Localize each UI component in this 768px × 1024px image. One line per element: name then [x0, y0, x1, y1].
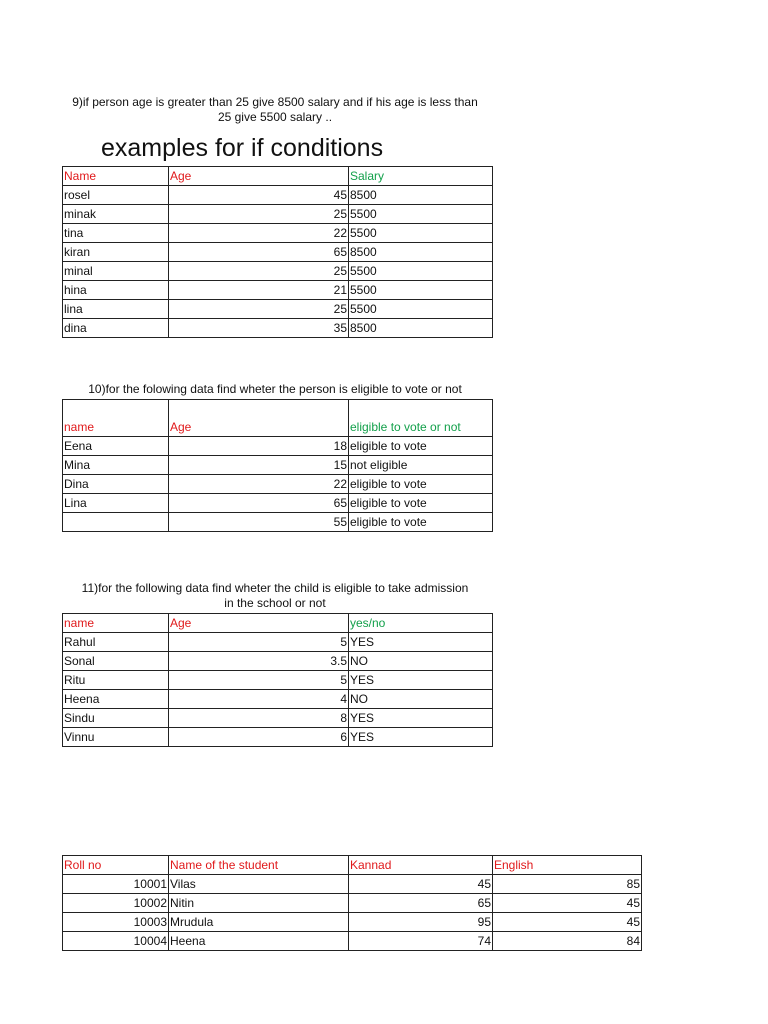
- admission-table: [62, 613, 493, 747]
- table-row: [63, 913, 642, 932]
- cell-age: 15: [169, 456, 349, 475]
- cell-age: 3.5: [169, 652, 349, 671]
- table-row: [63, 690, 493, 709]
- cell-english: 85: [493, 875, 642, 894]
- cell-salary: 5500: [349, 205, 493, 224]
- table-row: [63, 875, 642, 894]
- header-eligibility: eligible to vote or not: [349, 400, 493, 437]
- cell-name: minak: [63, 205, 169, 224]
- header-age: Age: [169, 614, 349, 633]
- cell-salary: 5500: [349, 281, 493, 300]
- table-row: [63, 456, 493, 475]
- header-english: English: [493, 856, 642, 875]
- header-salary: Salary: [349, 167, 493, 186]
- cell-eligibility: eligible to vote: [349, 494, 493, 513]
- cell-result: YES: [349, 728, 493, 747]
- cell-age: 8: [169, 709, 349, 728]
- q9-line1: 9)if person age is greater than 25 give 8500 salary and if his age is less than: [72, 95, 478, 109]
- cell-age: 35: [169, 319, 349, 338]
- cell-roll-no: 10004: [63, 932, 169, 951]
- cell-age: 45: [169, 186, 349, 205]
- cell-name: Heena: [63, 690, 169, 709]
- q11-instruction: [40, 581, 510, 611]
- cell-student-name: Heena: [169, 932, 349, 951]
- cell-name: Vinnu: [63, 728, 169, 747]
- header-yes-no: yes/no: [349, 614, 493, 633]
- vote-table: [62, 399, 493, 532]
- cell-name: Sonal: [63, 652, 169, 671]
- table-row: [63, 671, 493, 690]
- header-age: Age: [169, 167, 349, 186]
- cell-name: Ritu: [63, 671, 169, 690]
- cell-result: YES: [349, 671, 493, 690]
- cell-age: 65: [169, 494, 349, 513]
- cell-eligibility: eligible to vote: [349, 475, 493, 494]
- table-row: [63, 224, 493, 243]
- table-row: [63, 932, 642, 951]
- q11-line1: 11)for the following data find wheter the child is eligible to take admission: [81, 581, 469, 595]
- cell-result: YES: [349, 633, 493, 652]
- cell-eligibility: eligible to vote: [349, 437, 493, 456]
- q9-line2: 25 give 5500 salary ..: [217, 110, 333, 124]
- cell-kannad: 95: [349, 913, 493, 932]
- cell-age: 25: [169, 300, 349, 319]
- cell-name: Eena: [63, 437, 169, 456]
- cell-name: kiran: [63, 243, 169, 262]
- cell-kannad: 45: [349, 875, 493, 894]
- table-row: [63, 300, 493, 319]
- cell-eligibility: not eligible: [349, 456, 493, 475]
- cell-age: 65: [169, 243, 349, 262]
- cell-english: 84: [493, 932, 642, 951]
- marks-table: [62, 855, 642, 951]
- table-row: [63, 281, 493, 300]
- table-row: [63, 633, 493, 652]
- cell-student-name: Nitin: [169, 894, 349, 913]
- cell-name: tina: [63, 224, 169, 243]
- cell-kannad: 65: [349, 894, 493, 913]
- header-name: name: [63, 614, 169, 633]
- table-row: [63, 894, 642, 913]
- header-name: name: [63, 400, 169, 437]
- cell-name: dina: [63, 319, 169, 338]
- table-row: [63, 513, 493, 532]
- cell-english: 45: [493, 913, 642, 932]
- cell-roll-no: 10003: [63, 913, 169, 932]
- cell-salary: 8500: [349, 319, 493, 338]
- cell-name: [63, 513, 169, 532]
- cell-result: NO: [349, 652, 493, 671]
- cell-name: Sindu: [63, 709, 169, 728]
- header-student-name: Name of the student: [169, 856, 349, 875]
- cell-age: 5: [169, 633, 349, 652]
- cell-eligibility: eligible to vote: [349, 513, 493, 532]
- cell-name: Lina: [63, 494, 169, 513]
- cell-english: 45: [493, 894, 642, 913]
- cell-age: 55: [169, 513, 349, 532]
- page-heading: examples for if conditions: [101, 134, 384, 162]
- cell-age: 22: [169, 224, 349, 243]
- header-kannad: Kannad: [349, 856, 493, 875]
- cell-salary: 5500: [349, 224, 493, 243]
- cell-salary: 8500: [349, 186, 493, 205]
- cell-name: hina: [63, 281, 169, 300]
- cell-result: NO: [349, 690, 493, 709]
- cell-name: Dina: [63, 475, 169, 494]
- q9-instruction: [40, 95, 510, 125]
- table-row: [63, 205, 493, 224]
- cell-name: Rahul: [63, 633, 169, 652]
- cell-salary: 5500: [349, 300, 493, 319]
- table-row: [63, 262, 493, 281]
- table-header-row: [63, 167, 493, 186]
- table-row: [63, 709, 493, 728]
- table-row: [63, 475, 493, 494]
- cell-age: 5: [169, 671, 349, 690]
- q11-line2: in the school or not: [224, 596, 326, 610]
- cell-age: 18: [169, 437, 349, 456]
- cell-name: rosel: [63, 186, 169, 205]
- cell-age: 21: [169, 281, 349, 300]
- table-row: [63, 319, 493, 338]
- cell-age: 25: [169, 205, 349, 224]
- table-row: [63, 437, 493, 456]
- header-roll-no: Roll no: [63, 856, 169, 875]
- q10-instruction: 10)for the folowing data find wheter the person is eligible to vote or not: [88, 382, 462, 396]
- cell-age: 4: [169, 690, 349, 709]
- table-row: [63, 186, 493, 205]
- cell-age: 25: [169, 262, 349, 281]
- cell-age: 6: [169, 728, 349, 747]
- table-row: [63, 728, 493, 747]
- cell-result: YES: [349, 709, 493, 728]
- table-row: [63, 494, 493, 513]
- cell-student-name: Mrudula: [169, 913, 349, 932]
- cell-roll-no: 10002: [63, 894, 169, 913]
- cell-student-name: Vilas: [169, 875, 349, 894]
- cell-name: Mina: [63, 456, 169, 475]
- cell-salary: 5500: [349, 262, 493, 281]
- salary-table: [62, 166, 493, 338]
- cell-name: lina: [63, 300, 169, 319]
- table-row: [63, 243, 493, 262]
- table-header-row: [63, 614, 493, 633]
- header-name: Name: [63, 167, 169, 186]
- header-age: Age: [169, 400, 349, 437]
- table-header-row: [63, 400, 493, 437]
- table-header-row: [63, 856, 642, 875]
- cell-name: minal: [63, 262, 169, 281]
- cell-salary: 8500: [349, 243, 493, 262]
- cell-roll-no: 10001: [63, 875, 169, 894]
- table-row: [63, 652, 493, 671]
- cell-age: 22: [169, 475, 349, 494]
- cell-kannad: 74: [349, 932, 493, 951]
